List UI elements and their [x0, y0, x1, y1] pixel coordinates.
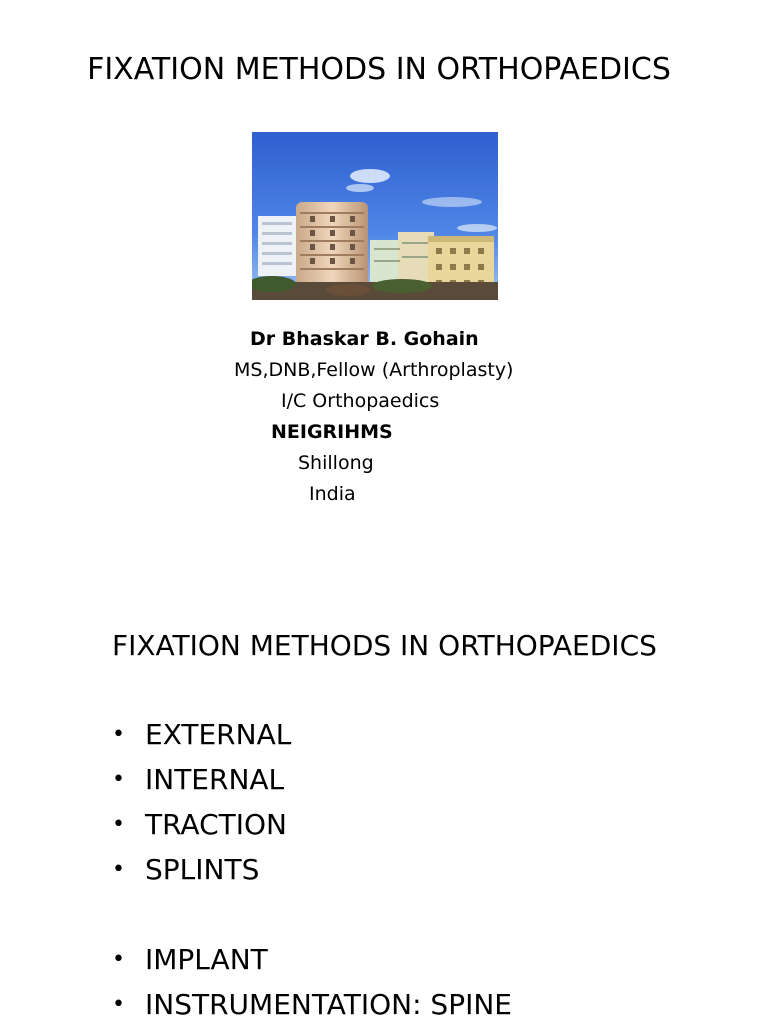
list-item: [112, 982, 512, 1024]
list-item-label: EXTERNAL: [145, 718, 292, 751]
bullet-icon: •: [112, 992, 125, 1017]
author-institution: NEIGRIHMS: [271, 421, 393, 443]
list-item-label: INSTRUMENTATION: SPINE: [145, 988, 512, 1021]
list-item: [112, 847, 512, 892]
slide-2-title: FIXATION METHODS IN ORTHOPAEDICS: [112, 629, 657, 662]
list-item-label: INTERNAL: [145, 763, 285, 796]
author-position: I/C Orthopaedics: [281, 390, 440, 412]
fixation-methods-list: [112, 712, 512, 1024]
author-qualifications: MS,DNB,Fellow (Arthroplasty): [234, 359, 514, 381]
author-name: Dr Bhaskar B. Gohain: [250, 328, 479, 350]
slide-title: FIXATION METHODS IN ORTHOPAEDICS: [87, 52, 671, 87]
bullet-icon: •: [112, 722, 125, 747]
bullet-icon: •: [112, 857, 125, 882]
list-item: [112, 757, 512, 802]
author-city: Shillong: [298, 452, 374, 474]
hospital-photo: [252, 132, 498, 300]
list-item: [112, 712, 512, 757]
bullet-icon: •: [112, 812, 125, 837]
list-item: [112, 937, 512, 982]
list-item-label: SPLINTS: [145, 853, 260, 886]
author-country: India: [309, 483, 356, 505]
list-item: [112, 802, 512, 847]
list-item-label: TRACTION: [145, 808, 287, 841]
list-item-label: IMPLANT: [145, 943, 268, 976]
bullet-icon: •: [112, 767, 125, 792]
bullet-icon: •: [112, 947, 125, 972]
